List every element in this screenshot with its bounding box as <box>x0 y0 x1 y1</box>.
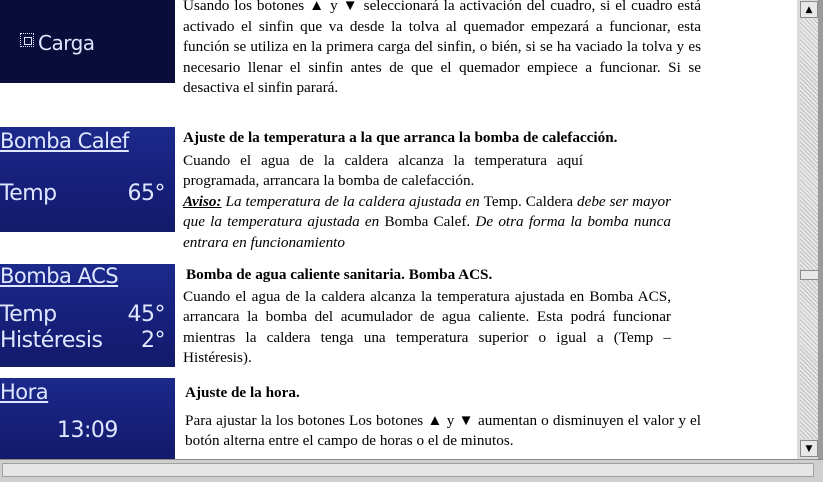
scroll-thumb[interactable] <box>800 270 820 280</box>
scroll-up-button[interactable]: ▲ <box>800 1 818 18</box>
lcd-carga-screen <box>0 0 175 83</box>
lcd-acs-temp-value: 45° <box>127 302 165 327</box>
bomba-calef-description <box>183 128 701 253</box>
aviso-label: Aviso: <box>183 192 222 210</box>
bomba-calef-heading: Ajuste de la temperatura a la que arranca la bomba de calefacción. <box>183 129 618 146</box>
carga-body: Usando los botones ▲ y ▼ seleccionará la activación del cuadro, si el cuadro está activado el sinfin que va desde la tolva al quemador empezará a funcionar, esta función se utiliza en la primera carga del sinfin, o bién, si se ha vaciado la tolva y es necesario llenar el sinfin antes de que el quemador empiece a funcionar. Si se desactiva el sinfin parará. <box>183 0 701 96</box>
scroll-down-button[interactable]: ▼ <box>800 440 818 457</box>
bomba-acs-heading: Bomba de agua caliente sanitaria. Bomba ACS. <box>186 266 493 283</box>
lcd-temp-value: 65° <box>127 181 165 206</box>
hora-body: Para ajustar la los botones Los botones ▲ y ▼ aumentan o disminuyen el valor y el botón alterna entre el campo de horas o el de minutos. <box>185 411 701 449</box>
lcd-bomba-calef-screen <box>0 127 175 232</box>
bomba-acs-body: Cuando el agua de la caldera alcanza la temperatura ajustada en Bomba ACS, arrancara la bomba del acumulador de agua caliente. Esta podrá funcionar mientras la caldera tenga una temperatura superior o igual a (Temp – Histéresis). <box>183 287 671 366</box>
bomba-acs-description <box>183 265 671 369</box>
horizontal-scrollbar[interactable] <box>0 459 823 482</box>
lcd-temp-label: Temp <box>0 181 57 206</box>
bomba-calef-aviso: Aviso: La temperatura de la caldera ajustada en Temp. Caldera debe ser mayor que la temperatura ajustada en Bomba Calef. De otra forma la bomba nunca entrara en funcionamiento <box>183 192 671 251</box>
lcd-acs-temp-label: Temp <box>0 302 57 327</box>
carga-description <box>183 0 701 99</box>
checkbox-icon <box>20 33 34 47</box>
lcd-acs-histeresis-label: Histéresis <box>0 328 103 353</box>
hora-description <box>185 383 701 452</box>
lcd-carga-label: Carga <box>38 31 95 55</box>
lcd-hora-screen <box>0 378 175 459</box>
bomba-calef-body: Cuando el agua de la caldera alcanza la temperatura aquí programada, arrancara la bomba de calefacción. <box>183 151 583 189</box>
lcd-bomba-acs-screen <box>0 264 175 367</box>
lcd-bomba-calef-title: Bomba Calef <box>0 129 129 153</box>
hora-heading: Ajuste de la hora. <box>185 384 300 401</box>
lcd-acs-histeresis-value: 2° <box>141 328 165 353</box>
lcd-hora-title: Hora <box>0 380 49 404</box>
lcd-bomba-acs-title: Bomba ACS <box>0 264 119 288</box>
scroll-track[interactable] <box>800 19 820 439</box>
horizontal-scroll-track[interactable] <box>2 463 814 477</box>
window-edge <box>818 0 823 482</box>
lcd-hora-value: 13:09 <box>57 418 118 443</box>
